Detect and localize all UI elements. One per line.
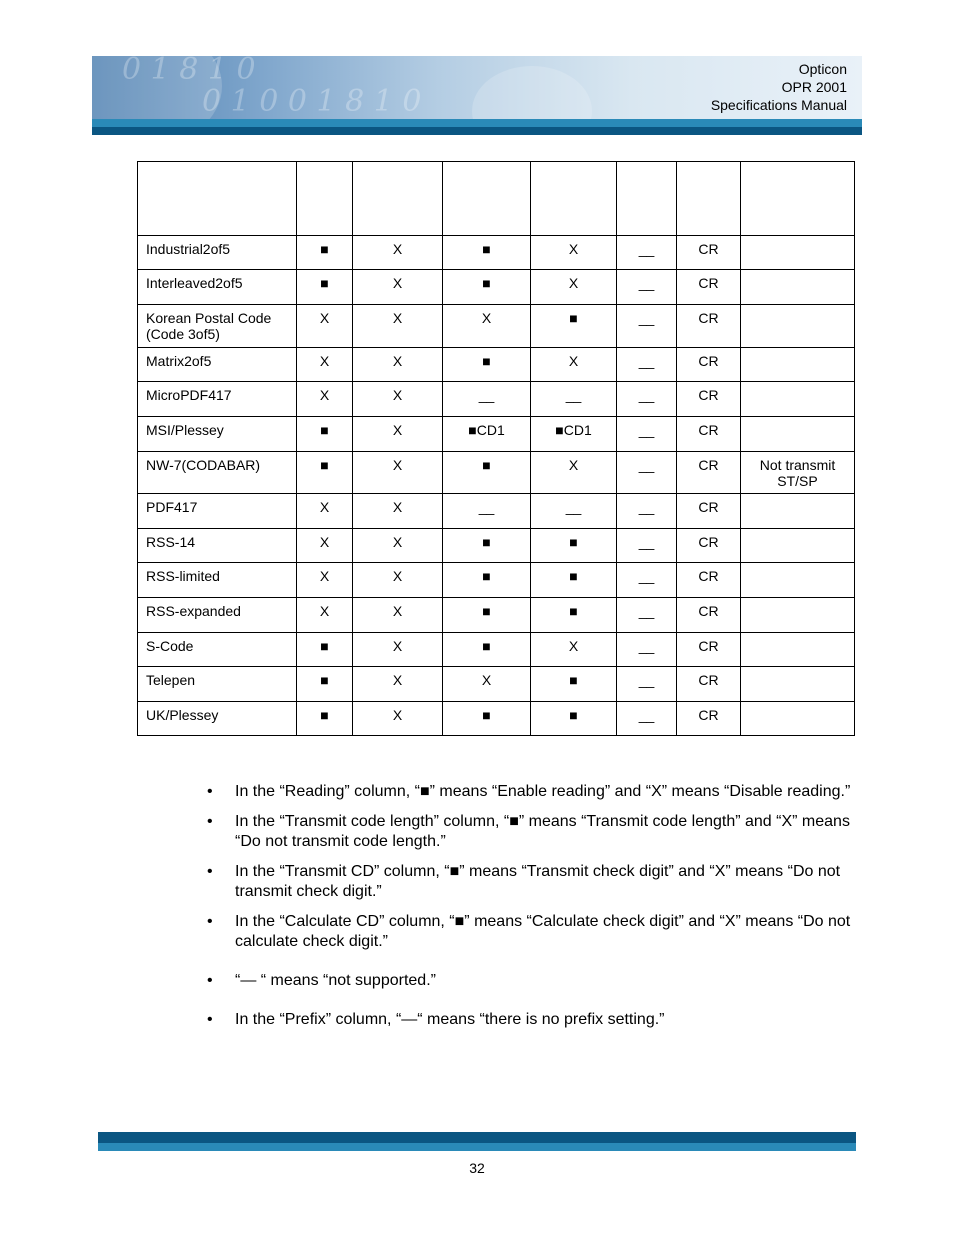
prefix-cell: __	[617, 702, 677, 736]
header-cell	[677, 162, 741, 236]
calculate-cd-cell: X	[531, 348, 617, 382]
reading-cell: ■	[297, 633, 353, 667]
header-cell	[297, 162, 353, 236]
table-row	[138, 305, 855, 348]
code-name-cell: S-Code	[138, 633, 297, 667]
note-text: In the “Transmit CD” column, “■” means “Transmit check digit” and “X” means “Do not transmit check digit.”	[235, 863, 841, 900]
suffix-cell: CR	[677, 667, 741, 702]
header-manual: Specifications Manual	[710, 97, 847, 113]
header-cell	[443, 162, 531, 236]
suffix-cell: CR	[677, 270, 741, 305]
suffix-cell: CR	[677, 417, 741, 452]
transmit-length-cell: X	[353, 417, 443, 452]
banner-watermark: 0 1 0 0 1 8 1 0	[202, 84, 422, 119]
table-row	[138, 667, 855, 702]
header-cell	[531, 162, 617, 236]
reading-cell: X	[297, 382, 353, 417]
reading-cell: X	[297, 529, 353, 563]
transmit-cd-cell: ■	[443, 529, 531, 563]
code-name-cell: MSI/Plessey	[138, 417, 297, 452]
prefix-cell: __	[617, 494, 677, 529]
bullet: •	[207, 783, 213, 800]
suffix-cell: CR	[677, 382, 741, 417]
transmit-cd-cell: X	[443, 667, 531, 702]
transmit-cd-cell: ■	[443, 598, 531, 633]
code-name-cell: RSS-limited	[138, 563, 297, 598]
remarks-cell	[741, 598, 855, 633]
prefix-cell: __	[617, 236, 677, 270]
bullet: •	[207, 813, 213, 830]
code-name-cell: Matrix2of5	[138, 348, 297, 382]
code-name-cell: RSS-expanded	[138, 598, 297, 633]
prefix-cell: __	[617, 382, 677, 417]
suffix-cell: CR	[677, 305, 741, 348]
transmit-cd-cell: __	[443, 494, 531, 529]
calculate-cd-cell: ■	[531, 529, 617, 563]
remarks-cell	[741, 382, 855, 417]
transmit-cd-cell: ■	[443, 563, 531, 598]
note-item	[207, 971, 867, 991]
calculate-cd-cell: ■	[531, 305, 617, 348]
calculate-cd-cell: ■CD1	[531, 417, 617, 452]
header-rule-dark	[92, 127, 862, 135]
reading-cell: X	[297, 305, 353, 348]
remarks-cell	[741, 633, 855, 667]
code-name-cell: NW-7(CODABAR)	[138, 452, 297, 494]
remarks-cell	[741, 702, 855, 736]
remarks-cell	[741, 494, 855, 529]
suffix-cell: CR	[677, 529, 741, 563]
header-text	[711, 60, 847, 114]
transmit-cd-cell: ■	[443, 452, 531, 494]
transmit-cd-cell: __	[443, 382, 531, 417]
calculate-cd-cell: X	[531, 270, 617, 305]
table-row	[138, 563, 855, 598]
transmit-length-cell: X	[353, 563, 443, 598]
note-text: In the “Reading” column, “■” means “Enable reading” and “X” means “Disable reading.”	[235, 783, 851, 800]
transmit-length-cell: X	[353, 452, 443, 494]
barcode-spec-table	[137, 161, 855, 736]
reading-cell: ■	[297, 236, 353, 270]
suffix-cell: CR	[677, 702, 741, 736]
footer-rule-light	[98, 1143, 856, 1151]
code-name-cell: Korean Postal Code (Code 3of5)	[138, 305, 297, 348]
bullet: •	[207, 972, 213, 989]
suffix-cell: CR	[677, 633, 741, 667]
header-cell	[741, 162, 855, 236]
note-item	[207, 1010, 867, 1030]
note-text: In the “Prefix” column, “—“ means “there is no prefix setting.”	[235, 1011, 665, 1028]
note-text: In the “Calculate CD” column, “■” means “Calculate check digit” and “X” means “Do not calculate check digit.”	[235, 913, 851, 950]
code-name-cell: MicroPDF417	[138, 382, 297, 417]
banner-decoration	[472, 66, 592, 120]
transmit-cd-cell: ■	[443, 348, 531, 382]
header-rule-light	[92, 119, 862, 127]
calculate-cd-cell: __	[531, 494, 617, 529]
transmit-cd-cell: ■CD1	[443, 417, 531, 452]
suffix-cell: CR	[677, 236, 741, 270]
note-item	[207, 812, 867, 852]
suffix-cell: CR	[677, 452, 741, 494]
header-product: OPR 2001	[781, 79, 847, 95]
prefix-cell: __	[617, 270, 677, 305]
table-row	[138, 382, 855, 417]
header-cell	[138, 162, 297, 236]
calculate-cd-cell: X	[531, 452, 617, 494]
transmit-cd-cell: ■	[443, 702, 531, 736]
table-row	[138, 529, 855, 563]
table-row	[138, 702, 855, 736]
transmit-cd-cell: ■	[443, 270, 531, 305]
remarks-cell	[741, 305, 855, 348]
code-name-cell: Telepen	[138, 667, 297, 702]
note-item	[207, 782, 867, 802]
suffix-cell: CR	[677, 563, 741, 598]
prefix-cell: __	[617, 563, 677, 598]
remarks-cell	[741, 563, 855, 598]
table-row	[138, 494, 855, 529]
header-company: Opticon	[798, 61, 847, 77]
calculate-cd-cell: ■	[531, 563, 617, 598]
transmit-length-cell: X	[353, 667, 443, 702]
prefix-cell: __	[617, 348, 677, 382]
remarks-cell	[741, 667, 855, 702]
reading-cell: ■	[297, 452, 353, 494]
code-name-cell: PDF417	[138, 494, 297, 529]
suffix-cell: CR	[677, 494, 741, 529]
code-name-cell: Interleaved2of5	[138, 270, 297, 305]
bullet: •	[207, 1011, 213, 1028]
bullet: •	[207, 863, 213, 880]
transmit-cd-cell: ■	[443, 236, 531, 270]
remarks-cell	[741, 270, 855, 305]
prefix-cell: __	[617, 598, 677, 633]
reading-cell: X	[297, 598, 353, 633]
prefix-cell: __	[617, 529, 677, 563]
table-row	[138, 236, 855, 270]
transmit-length-cell: X	[353, 529, 443, 563]
reading-cell: ■	[297, 702, 353, 736]
header-banner	[92, 56, 862, 120]
transmit-length-cell: X	[353, 598, 443, 633]
remarks-cell	[741, 348, 855, 382]
code-name-cell: RSS-14	[138, 529, 297, 563]
transmit-length-cell: X	[353, 236, 443, 270]
transmit-length-cell: X	[353, 382, 443, 417]
prefix-cell: __	[617, 417, 677, 452]
reading-cell: X	[297, 494, 353, 529]
table-header-row	[138, 162, 855, 236]
calculate-cd-cell: X	[531, 236, 617, 270]
table-row	[138, 598, 855, 633]
table-row	[138, 270, 855, 305]
remarks-cell	[741, 529, 855, 563]
note-item	[207, 912, 867, 952]
calculate-cd-cell: X	[531, 633, 617, 667]
prefix-cell: __	[617, 667, 677, 702]
reading-cell: ■	[297, 270, 353, 305]
table-row	[138, 417, 855, 452]
transmit-length-cell: X	[353, 702, 443, 736]
transmit-cd-cell: ■	[443, 633, 531, 667]
prefix-cell: __	[617, 452, 677, 494]
note-item	[207, 862, 867, 902]
calculate-cd-cell: __	[531, 382, 617, 417]
code-name-cell: Industrial2of5	[138, 236, 297, 270]
reading-cell: ■	[297, 417, 353, 452]
note-text: In the “Transmit code length” column, “■” means “Transmit code length” and “X” means “Do not transmit code length.”	[235, 813, 850, 850]
reading-cell: X	[297, 348, 353, 382]
calculate-cd-cell: ■	[531, 667, 617, 702]
remarks-cell	[741, 417, 855, 452]
transmit-cd-cell: X	[443, 305, 531, 348]
transmit-length-cell: X	[353, 494, 443, 529]
table-row	[138, 348, 855, 382]
remarks-cell	[741, 236, 855, 270]
banner-watermark: 0 1 8 1 0	[122, 56, 256, 87]
calculate-cd-cell: ■	[531, 598, 617, 633]
page-number: 32	[469, 1160, 485, 1176]
prefix-cell: __	[617, 633, 677, 667]
legend-notes	[207, 782, 867, 1040]
transmit-length-cell: X	[353, 270, 443, 305]
table-row	[138, 633, 855, 667]
footer-rule-dark	[98, 1132, 856, 1143]
reading-cell: ■	[297, 667, 353, 702]
reading-cell: X	[297, 563, 353, 598]
header-cell	[353, 162, 443, 236]
note-text: “— “ means “not supported.”	[235, 972, 436, 989]
remarks-cell: Not transmit ST/SP	[741, 452, 855, 494]
bullet: •	[207, 913, 213, 930]
transmit-length-cell: X	[353, 305, 443, 348]
header-cell	[617, 162, 677, 236]
suffix-cell: CR	[677, 598, 741, 633]
transmit-length-cell: X	[353, 633, 443, 667]
table-row	[138, 452, 855, 494]
suffix-cell: CR	[677, 348, 741, 382]
calculate-cd-cell: ■	[531, 702, 617, 736]
transmit-length-cell: X	[353, 348, 443, 382]
code-name-cell: UK/Plessey	[138, 702, 297, 736]
prefix-cell: __	[617, 305, 677, 348]
